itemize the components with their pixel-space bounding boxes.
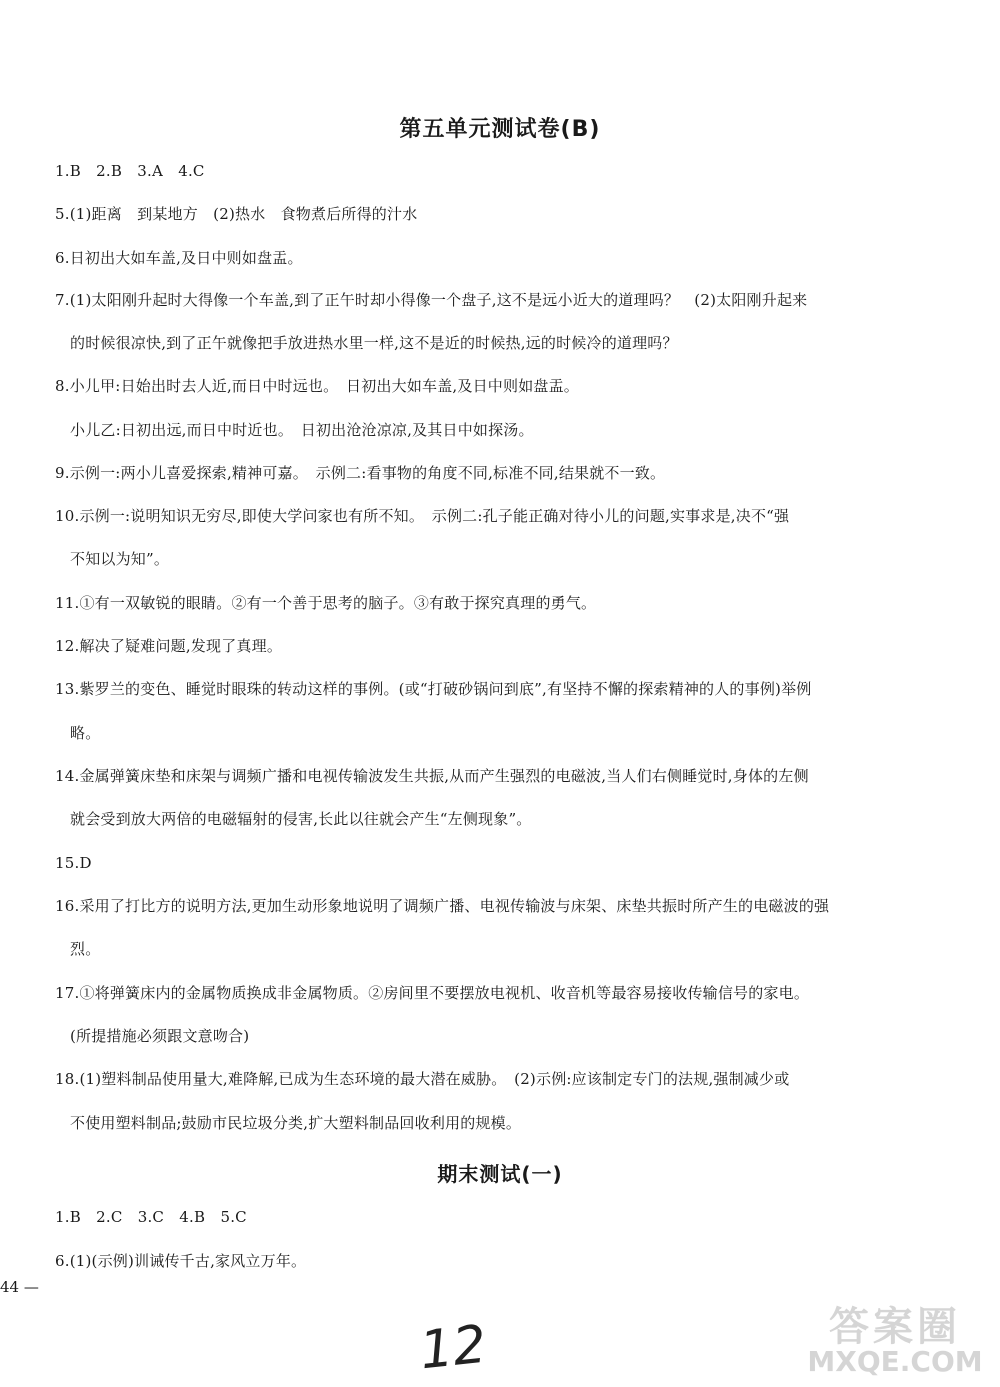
answer-line: 6.(1)(示例)训诫传千古,家风立万年。: [55, 1252, 307, 1270]
answer-line: 烈。: [70, 940, 101, 958]
answer-line: 不知以为知”。: [70, 550, 170, 568]
answer-line: 8.小儿甲:日始出时去人近,而日中时远也。 日初出大如车盖,及日中则如盘盂。: [55, 377, 580, 395]
watermark-url: MXQE.COM: [807, 1345, 983, 1378]
answer-line: 7.(1)太阳刚升起时大得像一个车盖,到了正午时却小得像一个盘子,这不是远小近大的道理吗？ (2)太阳刚升起来: [55, 291, 808, 309]
answer-line: 就会受到放大两倍的电磁辐射的侵害,长此以往就会产生“左侧现象”。: [70, 810, 532, 828]
answer-line: 14.金属弹簧床垫和床架与调频广播和电视传输波发生共振,从而产生强烈的电磁波,当人们右侧睡觉时,身体的左侧: [55, 767, 809, 785]
section-title: 期末测试(一): [437, 1162, 563, 1186]
answer-line: 小儿乙:日初出远,而日中时近也。 日初出沧沧凉凉,及其日中如探汤。: [70, 421, 534, 439]
answer-line: (所提措施必须跟文意吻合): [70, 1027, 250, 1045]
answer-line: 15.D: [55, 854, 92, 872]
answer-line: 略。: [70, 724, 101, 742]
answer-line: 1.B 2.C 3.C 4.B 5.C: [55, 1208, 247, 1226]
watermark-logo: [795, 1295, 995, 1385]
page-number: 44 —: [0, 1278, 39, 1296]
answer-line: 6.日初出大如车盖,及日中则如盘盂。: [55, 249, 303, 267]
handwritten-note: 12: [417, 1314, 490, 1382]
watermark-text: 答案圈: [829, 1304, 961, 1350]
answer-line: 11.①有一双敏锐的眼睛。②有一个善于思考的脑子。③有敢于探究真理的勇气。: [55, 594, 597, 612]
answer-line: 10.示例一:说明知识无穷尽,即使大学问家也有所不知。 示例二:孔子能正确对待小儿的问题,实事求是,决不“强: [55, 507, 790, 525]
answer-line: 不使用塑料制品;鼓励市民垃圾分类,扩大塑料制品回收利用的规模。: [70, 1114, 522, 1132]
answer-line: 12.解决了疑难问题,发现了真理。: [55, 637, 283, 655]
answer-line: 17.①将弹簧床内的金属物质换成非金属物质。②房间里不要摆放电视机、收音机等最容易接收传输信号的家电。: [55, 984, 810, 1002]
answer-line: 的时候很凉快,到了正午就像把手放进热水里一样,这不是近的时候热,远的时候冷的道理吗？: [70, 334, 678, 352]
answer-line: 1.B 2.B 3.A 4.C: [55, 162, 205, 180]
section-title: 第五单元测试卷(B): [399, 117, 601, 142]
answer-line: 5.(1)距离 到某地方 (2)热水 食物煮后所得的汁水: [55, 205, 418, 223]
answer-line: 18.(1)塑料制品使用量大,难降解,已成为生态环境的最大潜在威胁。 (2)示例:应该制定专门的法规,强制减少或: [55, 1070, 790, 1088]
answer-line: 13.紫罗兰的变色、睡觉时眼珠的转动这样的事例。(或“打破砂锅问到底”,有坚持不懈的探索精神的人的事例)举例: [55, 680, 812, 698]
answer-line: 16.采用了打比方的说明方法,更加生动形象地说明了调频广播、电视传输波与床架、床垫共振时所产生的电磁波的强: [55, 897, 830, 915]
answer-line: 9.示例一:两小儿喜爱探索,精神可嘉。 示例二:看事物的角度不同,标准不同,结果就不一致。: [55, 464, 666, 482]
